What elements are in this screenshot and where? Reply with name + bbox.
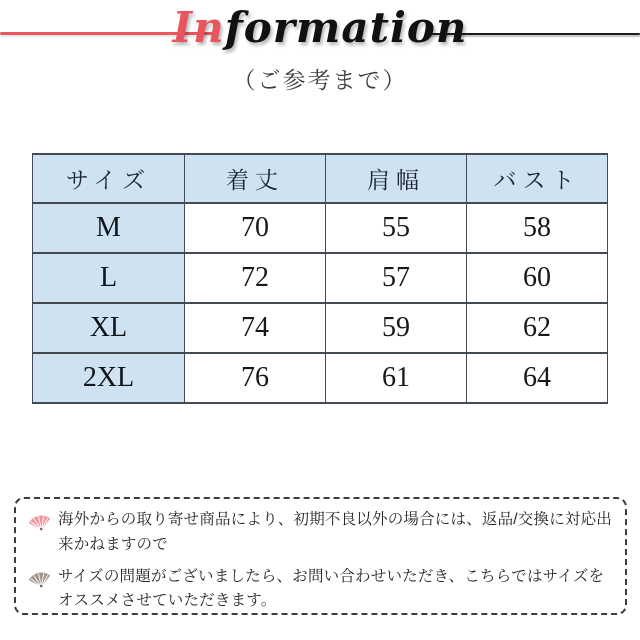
length-value: 76 [185,353,326,403]
column-header-bust: バスト [467,154,608,203]
column-header-length: 着丈 [185,154,326,203]
fan-icon [26,508,58,533]
page-title-accent: In [172,3,225,52]
table-header-row [33,154,608,203]
bust-value: 58 [467,203,608,253]
table-row [33,353,608,403]
note-text: 海外からの取り寄せ商品により、初期不良以外の場合には、返品/交換に対応出来かねますので [58,511,613,553]
page-title-rest: formation [224,3,468,52]
column-header-size: サイズ [33,154,185,203]
size-label: M [33,203,185,253]
bust-value: 62 [467,303,608,353]
shoulder-value: 61 [326,353,467,403]
length-value: 70 [185,203,326,253]
note-text: サイズの問題がございましたら、お問い合わせいただき、こちらではサイズをオススメさせていただきます。 [58,567,605,610]
column-header-shoulder: 肩幅 [326,154,467,203]
length-value: 74 [185,303,326,353]
fan-icon [26,565,58,590]
note-item [26,565,615,615]
shoulder-value: 55 [326,203,467,253]
size-label: XL [33,303,185,353]
bust-value: 60 [467,253,608,303]
shoulder-value: 59 [326,303,467,353]
notes-box [14,497,627,615]
table-row [33,253,608,303]
page-subtitle: （ご参考まで） [232,68,408,93]
table-row [33,303,608,353]
bust-value: 64 [467,353,608,403]
size-chart-table [32,153,608,404]
length-value: 72 [185,253,326,303]
note-item [26,508,615,558]
table-row [33,203,608,253]
header [0,0,640,110]
shoulder-value: 57 [326,253,467,303]
page-title [0,2,640,54]
size-label: L [33,253,185,303]
size-label: 2XL [33,353,185,403]
